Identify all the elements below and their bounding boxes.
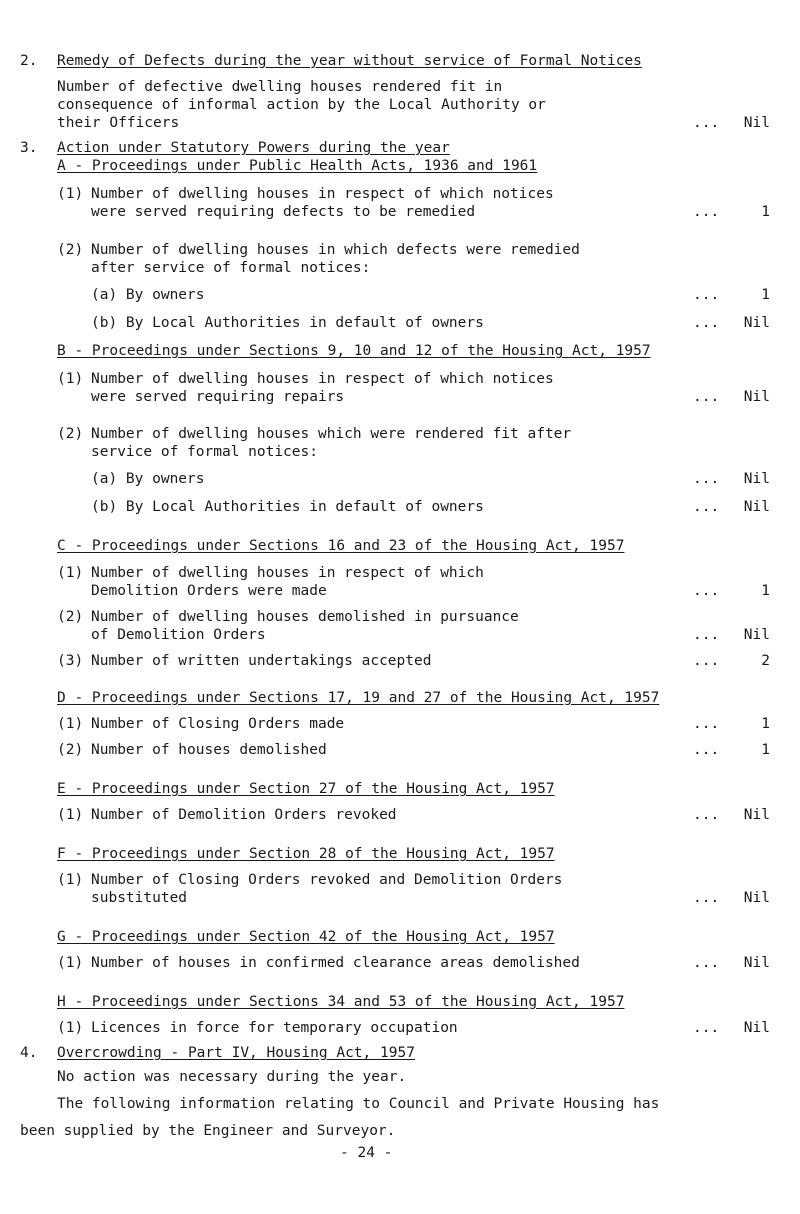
item-number: (2) <box>57 426 84 442</box>
subsection-heading: E - Proceedings under Section 27 of the Housing Act, 1957 <box>57 781 555 797</box>
text-line: their Officers <box>57 115 180 131</box>
value: 1 <box>761 716 770 732</box>
item-number: (1) <box>57 186 84 202</box>
subsection-heading: B - Proceedings under Sections 9, 10 and 12 of the Housing Act, 1957 <box>57 343 651 359</box>
item-number: (1) <box>57 872 84 888</box>
leader-dots: ... <box>693 471 720 487</box>
item-number: (2) <box>57 609 84 625</box>
value: Nil <box>743 115 770 131</box>
leader-dots: ... <box>693 389 720 405</box>
value: 1 <box>761 742 770 758</box>
text-line: No action was necessary during the year. <box>57 1069 407 1085</box>
item-number: (1) <box>57 716 84 732</box>
text-line: Number of houses demolished <box>91 742 327 758</box>
value: 1 <box>761 204 770 220</box>
text-line: been supplied by the Engineer and Surveyor. <box>20 1123 396 1139</box>
subsection-heading: C - Proceedings under Sections 16 and 23 of the Housing Act, 1957 <box>57 538 625 554</box>
subsection-heading: F - Proceedings under Section 28 of the Housing Act, 1957 <box>57 846 555 862</box>
subsection-heading: A - Proceedings under Public Health Acts, 1936 and 1961 <box>57 158 538 174</box>
leader-dots: ... <box>693 583 720 599</box>
leader-dots: ... <box>693 716 720 732</box>
value: Nil <box>743 890 770 906</box>
text-line: service of formal notices: <box>91 444 318 460</box>
text-line: Number of dwelling houses in respect of which notices <box>91 371 554 387</box>
text-line: Number of houses in confirmed clearance areas demolished <box>91 955 580 971</box>
item-number: (1) <box>57 371 84 387</box>
leader-dots: ... <box>693 955 720 971</box>
text-line: Number of Demolition Orders revoked <box>91 807 397 823</box>
leader-dots: ... <box>693 890 720 906</box>
value: Nil <box>743 389 770 405</box>
value: 1 <box>761 287 770 303</box>
item-number: (2) <box>57 742 84 758</box>
text-line: substituted <box>91 890 188 906</box>
leader-dots: ... <box>693 807 720 823</box>
item-number: (3) <box>57 653 84 669</box>
value: Nil <box>743 627 770 643</box>
leader-dots: ... <box>693 653 720 669</box>
value: Nil <box>743 955 770 971</box>
text-line: Number of dwelling houses demolished in pursuance <box>91 609 519 625</box>
text-line: Number of Closing Orders revoked and Demolition Orders <box>91 872 563 888</box>
leader-dots: ... <box>693 627 720 643</box>
text-line: Number of dwelling houses in respect of which <box>91 565 484 581</box>
item-number: (2) <box>57 242 84 258</box>
leader-dots: ... <box>693 1020 720 1036</box>
text-line: Demolition Orders were made <box>91 583 327 599</box>
text-line: Number of Closing Orders made <box>91 716 345 732</box>
text-line: Number of dwelling houses in respect of which notices <box>91 186 554 202</box>
section-number: 4. <box>20 1045 38 1061</box>
leader-dots: ... <box>693 742 720 758</box>
section-number: 3. <box>20 140 38 156</box>
text-line: Number of dwelling houses in which defects were remedied <box>91 242 580 258</box>
value: Nil <box>743 499 770 515</box>
value: 1 <box>761 583 770 599</box>
value: Nil <box>743 315 770 331</box>
section-heading: Remedy of Defects during the year without service of Formal Notices <box>57 53 642 69</box>
text-line: (b) By Local Authorities in default of owners <box>91 499 484 515</box>
text-line: Number of dwelling houses which were rendered fit after <box>91 426 572 442</box>
item-number: (1) <box>57 1020 84 1036</box>
subsection-heading: G - Proceedings under Section 42 of the Housing Act, 1957 <box>57 929 555 945</box>
value: 2 <box>761 653 770 669</box>
text-line: consequence of informal action by the Local Authority or <box>57 97 546 113</box>
section-number: 2. <box>20 53 38 69</box>
leader-dots: ... <box>693 204 720 220</box>
text-line: of Demolition Orders <box>91 627 266 643</box>
value: Nil <box>743 471 770 487</box>
text-line: (a) By owners <box>91 287 205 303</box>
section-heading: Overcrowding - Part IV, Housing Act, 1957 <box>57 1045 415 1061</box>
subsection-heading: D - Proceedings under Sections 17, 19 and 27 of the Housing Act, 1957 <box>57 690 660 706</box>
text-line: Number of written undertakings accepted <box>91 653 432 669</box>
leader-dots: ... <box>693 287 720 303</box>
text-line: after service of formal notices: <box>91 260 371 276</box>
text-line: (a) By owners <box>91 471 205 487</box>
text-line: were served requiring defects to be remedied <box>91 204 476 220</box>
leader-dots: ... <box>693 115 720 131</box>
item-number: (1) <box>57 565 84 581</box>
leader-dots: ... <box>693 499 720 515</box>
page-number: - 24 - <box>340 1145 393 1161</box>
section-heading: Action under Statutory Powers during the year <box>57 140 450 156</box>
item-number: (1) <box>57 807 84 823</box>
value: Nil <box>743 1020 770 1036</box>
value: Nil <box>743 807 770 823</box>
leader-dots: ... <box>693 315 720 331</box>
subsection-heading: H - Proceedings under Sections 34 and 53 of the Housing Act, 1957 <box>57 994 625 1010</box>
item-number: (1) <box>57 955 84 971</box>
text-line: Licences in force for temporary occupation <box>91 1020 458 1036</box>
text-line: Number of defective dwelling houses rendered fit in <box>57 79 503 95</box>
text-line: (b) By Local Authorities in default of owners <box>91 315 484 331</box>
text-line: The following information relating to Council and Private Housing has <box>57 1096 660 1112</box>
text-line: were served requiring repairs <box>91 389 345 405</box>
